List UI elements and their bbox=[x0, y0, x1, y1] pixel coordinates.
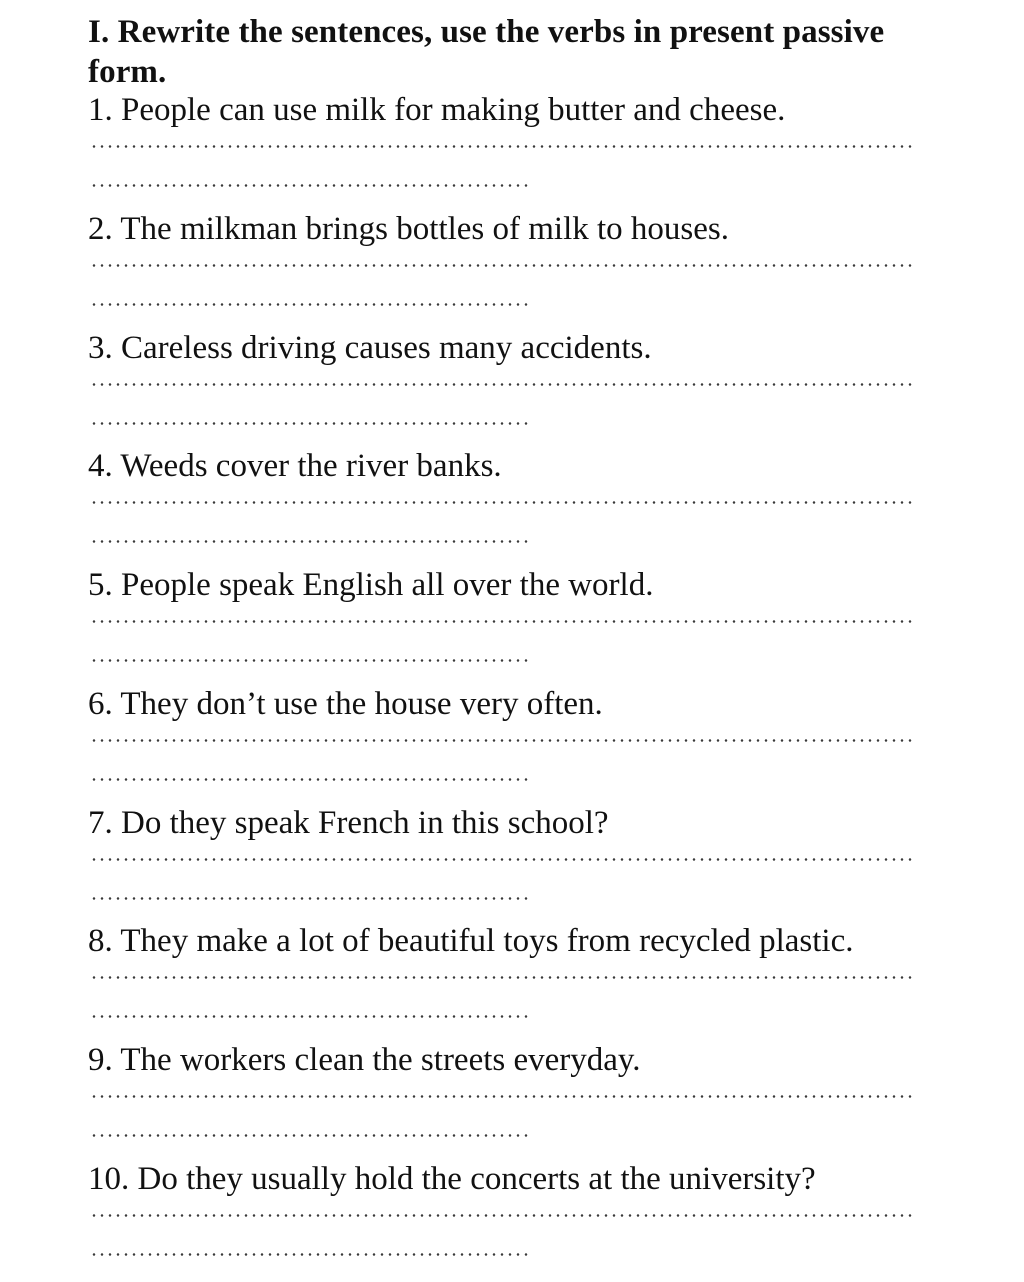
answer-line[interactable] bbox=[90, 1095, 914, 1098]
answer-line[interactable] bbox=[90, 897, 530, 900]
question-8 bbox=[88, 921, 948, 961]
question-3 bbox=[88, 328, 948, 368]
question-text: 5. People speak English all over the world. bbox=[88, 567, 654, 603]
question-text: 2. The milkman brings bottles of milk to houses. bbox=[88, 211, 730, 247]
question-7 bbox=[88, 803, 948, 843]
answer-line[interactable] bbox=[90, 184, 530, 187]
answer-line[interactable] bbox=[90, 1214, 914, 1217]
question-text: 10. Do they usually hold the concerts at the university? bbox=[88, 1161, 816, 1197]
answer-line[interactable] bbox=[90, 659, 530, 662]
answer-line[interactable] bbox=[90, 264, 914, 267]
question-6 bbox=[88, 684, 948, 724]
answer-line[interactable] bbox=[90, 383, 914, 386]
exercise-heading: I. Rewrite the sentences, use the verbs in present passive form. bbox=[88, 14, 885, 90]
answer-line[interactable] bbox=[90, 1134, 530, 1137]
question-4 bbox=[88, 446, 948, 486]
question-text: 8. They make a lot of beautiful toys from recycled plastic. bbox=[88, 923, 854, 959]
question-text: 3. Careless driving causes many accidents. bbox=[88, 330, 652, 366]
question-text: 9. The workers clean the streets everyday. bbox=[88, 1042, 641, 1078]
question-1 bbox=[88, 90, 948, 130]
question-text: 1. People can use milk for making butter and cheese. bbox=[88, 92, 786, 128]
answer-line[interactable] bbox=[90, 778, 530, 781]
question-text: 4. Weeds cover the river banks. bbox=[88, 448, 502, 484]
answer-line[interactable] bbox=[90, 620, 914, 623]
answer-line[interactable] bbox=[90, 303, 530, 306]
answer-line[interactable] bbox=[90, 1015, 530, 1018]
answer-line[interactable] bbox=[90, 739, 914, 742]
question-2 bbox=[88, 209, 948, 249]
question-10 bbox=[88, 1159, 948, 1199]
question-text: 7. Do they speak French in this school? bbox=[88, 805, 609, 841]
answer-line[interactable] bbox=[90, 422, 530, 425]
answer-line[interactable] bbox=[90, 976, 914, 979]
answer-line[interactable] bbox=[90, 858, 914, 861]
answer-line[interactable] bbox=[90, 145, 914, 148]
answer-line[interactable] bbox=[90, 540, 530, 543]
answer-line[interactable] bbox=[90, 1253, 530, 1256]
question-9 bbox=[88, 1040, 948, 1080]
question-5 bbox=[88, 565, 948, 605]
answer-line[interactable] bbox=[90, 501, 914, 504]
question-text: 6. They don’t use the house very often. bbox=[88, 686, 603, 722]
